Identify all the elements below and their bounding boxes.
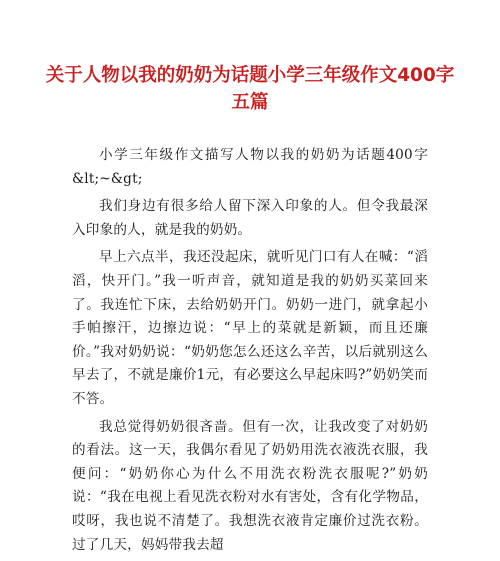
document-title: 关于人物以我的奶奶为话题小学三年级作文400字五篇 [45,65,455,113]
paragraph: 早上六点半，我还没起床，就听见门口有人在喊：“滔滔，快开门。”我一听声音，就知道是我的奶奶买菜回来了。我连忙下床，去给奶奶开门。奶奶一进门，就拿起小手帕擦汗，边擦边说：“早上的菜就是新颖，而且还廉价。”我对奶奶说：“奶奶您怎么还这么辛苦，以后就别这么早去了，不就是廉价1元，有必要这么早起床吗?”奶奶笑而不答。 [72,249,428,407]
paragraph: 小学三年级作文描写人物以我的奶奶为话题400字&lt;~&gt; [72,147,428,187]
paragraph: 我总觉得奶奶很吝啬。但有一次，让我改变了对奶奶的看法。这一天，我偶尔看见了奶奶用洗衣液洗衣服，我便问：“奶奶你心为什么不用洗衣粉洗衣服呢?”奶奶说：“我在电视上看见洗衣粉对水有害处，含有化学物品，哎呀，我也说不清楚了。我想洗衣液肯定廉价过洗衣粉。过了几天，妈妈带我去超 [72,418,428,553]
paragraph: 我们身边有很多给人留下深入印象的人。但令我最深入印象的人，就是我的奶奶。 [72,198,428,238]
document-body [72,144,428,561]
